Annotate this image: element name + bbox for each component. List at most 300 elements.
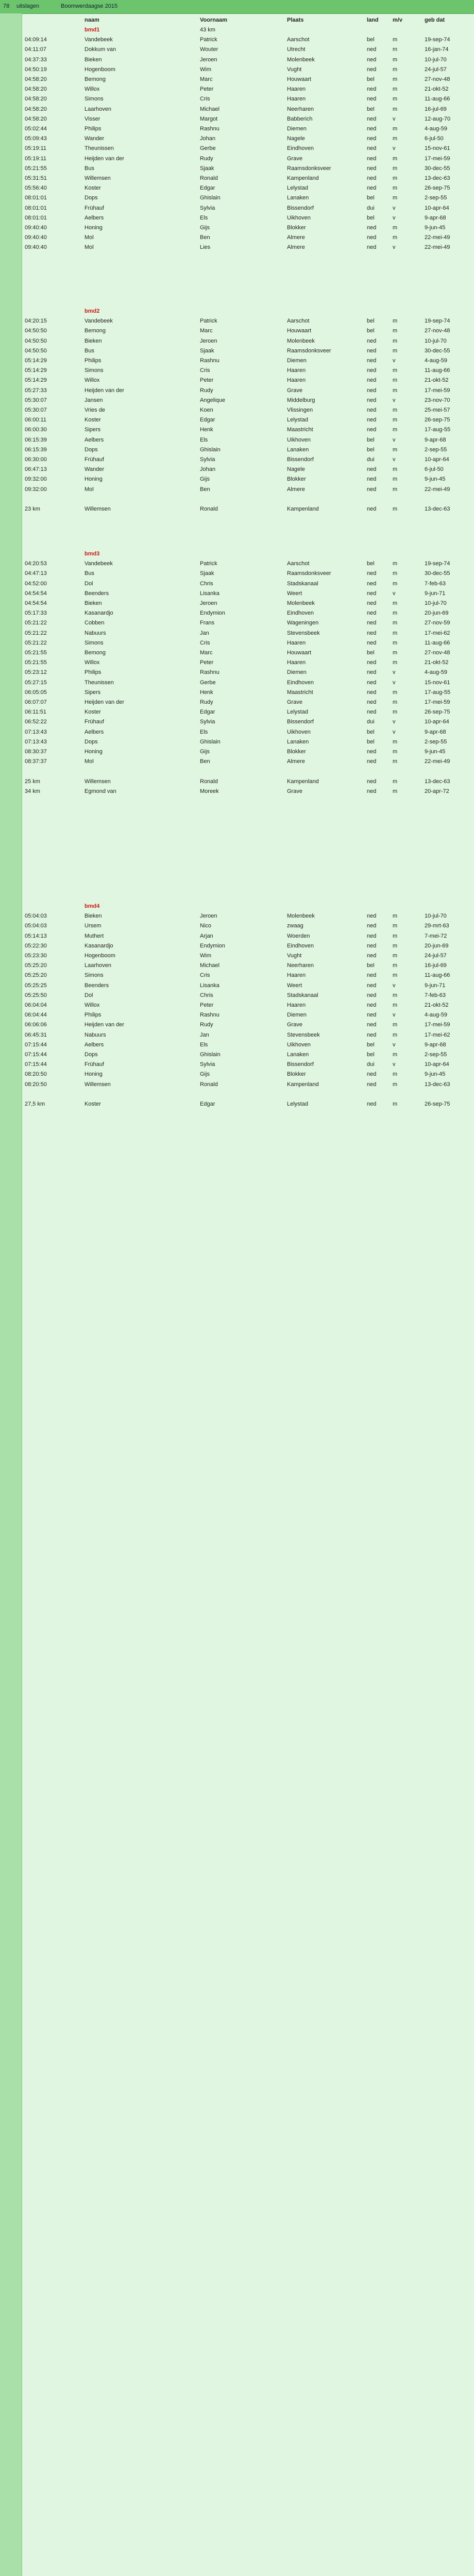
- cell-time: 04:50:19: [25, 66, 47, 73]
- cell-geb-dat: 17-aug-55: [425, 689, 451, 696]
- table-row: [0, 35, 474, 45]
- cell-time: 04:50:50: [25, 347, 47, 354]
- cell-land: ned: [367, 972, 377, 979]
- cell-mv: m: [393, 962, 398, 969]
- category-heading-row: [0, 307, 474, 317]
- cell-plaats: Stevensbeek: [287, 630, 320, 636]
- cell-voornaam: Peter: [200, 377, 214, 384]
- table-row: [0, 445, 474, 455]
- cell-mv: m: [393, 318, 398, 325]
- table-row: [0, 243, 474, 253]
- cell-geb-dat: 7-feb-63: [425, 580, 446, 587]
- cell-geb-dat: 9-apr-68: [425, 1041, 446, 1048]
- cell-voornaam: Marc: [200, 650, 213, 656]
- cell-land: ned: [367, 982, 377, 989]
- cell-mv: m: [393, 175, 398, 181]
- cell-geb-dat: 11-aug-66: [425, 639, 450, 646]
- table-row: [0, 425, 474, 435]
- cell-land: ned: [367, 778, 377, 785]
- cell-plaats: Bissendorf: [287, 1061, 314, 1068]
- cell-land: ned: [367, 234, 377, 241]
- cell-naam: Nabuurs: [84, 1031, 106, 1038]
- cell-land: ned: [367, 1081, 377, 1088]
- cell-time: 06:45:31: [25, 1031, 47, 1038]
- cell-naam: Laarhoven: [84, 106, 111, 112]
- cell-geb-dat: 9-jun-45: [425, 1071, 446, 1078]
- cell-voornaam: Angelique: [200, 397, 225, 403]
- cell-voornaam: Els: [200, 214, 208, 221]
- cell-time: 05:04:03: [25, 923, 47, 929]
- cell-geb-dat: 30-dec-55: [425, 165, 450, 172]
- cell-plaats: Lanaken: [287, 446, 309, 453]
- cell-naam: Philips: [84, 358, 101, 364]
- cell-land: ned: [367, 1022, 377, 1028]
- cell-land: ned: [367, 466, 377, 473]
- cell-plaats: Almere: [287, 244, 305, 251]
- cell-time: 08:20:50: [25, 1071, 47, 1078]
- cell-voornaam: Lisanka: [200, 982, 219, 989]
- cell-voornaam: Sylvia: [200, 456, 215, 463]
- cell-naam: Dops: [84, 1052, 98, 1058]
- table-row: [0, 65, 474, 75]
- cell-time: 27,5 km: [25, 1101, 45, 1107]
- table-row: [0, 678, 474, 688]
- cell-geb-dat: 7-feb-63: [425, 992, 446, 998]
- cell-geb-dat: 10-jul-70: [425, 600, 447, 606]
- cell-naam: Bieken: [84, 913, 102, 920]
- cell-naam: Dops: [84, 195, 98, 201]
- cell-geb-dat: 4-aug-59: [425, 669, 448, 676]
- cell-land: ned: [367, 689, 377, 696]
- cell-land: bel: [367, 76, 375, 82]
- cell-time: 05:23:12: [25, 669, 47, 676]
- cell-plaats: Molenbeek: [287, 913, 315, 920]
- cell-mv: m: [393, 972, 398, 979]
- cell-plaats: Bissendorf: [287, 456, 314, 463]
- cell-land: ned: [367, 367, 377, 374]
- cell-naam: Jansen: [84, 397, 103, 403]
- cell-mv: m: [393, 417, 398, 423]
- cell-voornaam: Sjaak: [200, 570, 214, 577]
- table-row: [0, 599, 474, 609]
- cell-plaats: Uikhoven: [287, 728, 311, 735]
- cell-voornaam: Cris: [200, 96, 210, 103]
- cell-geb-dat: 20-jun-69: [425, 610, 449, 617]
- cell-naam: Bemong: [84, 328, 106, 334]
- cell-naam: Koster: [84, 417, 101, 423]
- cell-mv: m: [393, 689, 398, 696]
- cell-land: ned: [367, 659, 377, 666]
- cell-voornaam: Lisanka: [200, 590, 219, 597]
- cell-voornaam: Ghislain: [200, 195, 221, 201]
- col-mv: m/v: [393, 17, 402, 23]
- cell-mv: m: [393, 225, 398, 231]
- table-row: [0, 193, 474, 204]
- cell-naam: Simons: [84, 972, 104, 979]
- cell-mv: v: [393, 982, 396, 989]
- cell-mv: v: [393, 115, 396, 122]
- cell-geb-dat: 2-sep-55: [425, 446, 447, 453]
- cell-geb-dat: 27-nov-48: [425, 328, 450, 334]
- cell-voornaam: Marc: [200, 76, 213, 82]
- cell-mv: v: [393, 1012, 396, 1019]
- cell-geb-dat: 17-mei-59: [425, 699, 450, 705]
- cell-mv: m: [393, 1081, 398, 1088]
- cell-voornaam: Rashnu: [200, 126, 219, 132]
- cell-voornaam: Frans: [200, 620, 215, 626]
- cell-voornaam: Gijs: [200, 749, 210, 755]
- cell-geb-dat: 4-aug-59: [425, 126, 448, 132]
- cell-mv: v: [393, 456, 396, 463]
- cell-time: 07:13:43: [25, 728, 47, 735]
- cell-geb-dat: 30-dec-55: [425, 570, 450, 577]
- cell-time: 05:21:22: [25, 639, 47, 646]
- cell-mv: m: [393, 66, 398, 73]
- cell-geb-dat: 22-mei-49: [425, 758, 450, 765]
- cell-time: 23 km: [25, 506, 40, 512]
- cell-plaats: Stadskanaal: [287, 992, 318, 998]
- cell-geb-dat: 13-dec-63: [425, 175, 450, 181]
- cell-mv: m: [393, 561, 398, 567]
- table-row: [0, 114, 474, 125]
- cell-voornaam: Johan: [200, 135, 215, 142]
- cell-land: ned: [367, 610, 377, 617]
- table-row: [0, 1040, 474, 1050]
- partial-distance-row: [0, 777, 474, 787]
- table-row: [0, 1060, 474, 1070]
- cell-voornaam: Ghislain: [200, 446, 221, 453]
- cell-time: 06:04:44: [25, 1012, 47, 1019]
- cell-plaats: Haaren: [287, 86, 306, 93]
- category-heading-row: [0, 549, 474, 560]
- cell-naam: Vandebeek: [84, 561, 113, 567]
- cell-land: ned: [367, 126, 377, 132]
- cell-mv: m: [393, 446, 398, 453]
- cell-land: bel: [367, 1041, 375, 1048]
- cell-plaats: Haaren: [287, 659, 306, 666]
- cell-geb-dat: 10-apr-64: [425, 456, 449, 463]
- table-row: [0, 727, 474, 738]
- cell-naam: Aelbers: [84, 728, 104, 735]
- cell-plaats: Eindhoven: [287, 679, 314, 686]
- cell-land: ned: [367, 923, 377, 929]
- cell-time: 06:52:22: [25, 719, 47, 725]
- cell-plaats: Raamsdonksveer: [287, 165, 331, 172]
- cell-naam: Nabuurs: [84, 630, 106, 636]
- sheet-tab-label[interactable]: uitslagen: [16, 3, 40, 9]
- cell-naam: Bieken: [84, 337, 102, 344]
- cell-voornaam: Gijs: [200, 1071, 210, 1078]
- cell-plaats: Haaren: [287, 96, 306, 103]
- table-row: [0, 648, 474, 658]
- cell-plaats: Bissendorf: [287, 205, 314, 211]
- cell-mv: m: [393, 234, 398, 241]
- cell-mv: m: [393, 466, 398, 473]
- table-row: [0, 981, 474, 991]
- cell-land: ned: [367, 590, 377, 597]
- cell-naam: Frühauf: [84, 719, 104, 725]
- table-row: [0, 717, 474, 727]
- table-row: [0, 144, 474, 154]
- cell-time: 08:37:37: [25, 758, 47, 765]
- cell-plaats: Blokker: [287, 476, 306, 483]
- table-row: [0, 931, 474, 942]
- cell-naam: Mol: [84, 486, 94, 493]
- cell-geb-dat: 15-nov-61: [425, 679, 450, 686]
- cell-plaats: Lelystad: [287, 417, 308, 423]
- cell-time: 05:21:55: [25, 659, 47, 666]
- cell-voornaam: Koen: [200, 407, 213, 413]
- cell-naam: Laarhoven: [84, 962, 111, 969]
- cell-plaats: Nagele: [287, 135, 305, 142]
- cell-land: ned: [367, 942, 377, 949]
- cell-naam: Heijden van der: [84, 699, 125, 705]
- cell-land: bel: [367, 962, 375, 969]
- cell-voornaam: Ghislain: [200, 738, 221, 745]
- cell-time: 07:13:43: [25, 738, 47, 745]
- cell-plaats: Stevensbeek: [287, 1031, 320, 1038]
- col-geb-dat: geb dat: [425, 17, 445, 23]
- cell-geb-dat: 9-jun-71: [425, 590, 446, 597]
- cell-voornaam: Lies: [200, 244, 211, 251]
- cell-voornaam: Gerbe: [200, 679, 216, 686]
- table-row: [0, 951, 474, 961]
- table-row: [0, 134, 474, 144]
- cell-land: ned: [367, 749, 377, 755]
- cell-naam: Frühauf: [84, 456, 104, 463]
- cell-mv: m: [393, 337, 398, 344]
- cell-land: ned: [367, 347, 377, 354]
- cell-time: 05:21:55: [25, 650, 47, 656]
- cell-plaats: Stadskanaal: [287, 580, 318, 587]
- cell-land: ned: [367, 175, 377, 181]
- cell-geb-dat: 11-aug-66: [425, 972, 450, 979]
- cell-naam: Muthert: [84, 933, 104, 939]
- cell-time: 04:58:20: [25, 115, 47, 122]
- cell-voornaam: Endymion: [200, 610, 225, 617]
- table-row: [0, 747, 474, 757]
- cell-time: 04:09:14: [25, 37, 47, 43]
- table-row: [0, 94, 474, 105]
- cell-land: ned: [367, 788, 377, 794]
- cell-time: 05:14:29: [25, 377, 47, 384]
- table-row: [0, 579, 474, 589]
- table-row: [0, 569, 474, 579]
- cell-time: 05:23:30: [25, 953, 47, 959]
- cell-geb-dat: 26-sep-75: [425, 709, 450, 716]
- cell-voornaam: Ben: [200, 486, 210, 493]
- cell-mv: m: [393, 1101, 398, 1107]
- cell-mv: m: [393, 659, 398, 666]
- cell-naam: Aelbers: [84, 214, 104, 221]
- cell-naam: Hogenboom: [84, 953, 115, 959]
- cell-voornaam: Els: [200, 1041, 208, 1048]
- cell-geb-dat: 22-mei-49: [425, 234, 450, 241]
- table-row: [0, 415, 474, 426]
- cell-geb-dat: 6-jul-50: [425, 466, 444, 473]
- cell-plaats: Lanaken: [287, 195, 309, 201]
- cell-land: ned: [367, 115, 377, 122]
- cell-time: 08:30:37: [25, 749, 47, 755]
- cell-time: 06:30:00: [25, 456, 47, 463]
- cell-geb-dat: 19-sep-74: [425, 37, 450, 43]
- cell-time: 05:14:29: [25, 358, 47, 364]
- cell-land: ned: [367, 397, 377, 403]
- cell-plaats: Haaren: [287, 377, 306, 384]
- cell-naam: Visser: [84, 115, 100, 122]
- cell-plaats: Aarschot: [287, 318, 310, 325]
- cell-time: 09:32:00: [25, 476, 47, 483]
- cell-geb-dat: 17-aug-55: [425, 427, 451, 433]
- cell-time: 05:21:55: [25, 165, 47, 172]
- cell-land: ned: [367, 377, 377, 384]
- cell-naam: Frühauf: [84, 205, 104, 211]
- cell-voornaam: Sjaak: [200, 347, 214, 354]
- cell-geb-dat: 16-jan-74: [425, 46, 449, 53]
- cell-voornaam: Patrick: [200, 318, 217, 325]
- cell-geb-dat: 10-apr-64: [425, 719, 449, 725]
- cell-plaats: Blokker: [287, 225, 306, 231]
- cell-time: 04:50:50: [25, 337, 47, 344]
- cell-mv: v: [393, 719, 396, 725]
- cell-plaats: Haaren: [287, 639, 306, 646]
- cell-geb-dat: 17-mei-62: [425, 1031, 450, 1038]
- table-row: [0, 618, 474, 629]
- cell-naam: Vries de: [84, 407, 105, 413]
- cell-geb-dat: 10-jul-70: [425, 913, 447, 920]
- table-row: [0, 757, 474, 767]
- cell-land: ned: [367, 476, 377, 483]
- cell-mv: v: [393, 436, 396, 443]
- cell-mv: m: [393, 570, 398, 577]
- cell-voornaam: Cris: [200, 639, 210, 646]
- cell-voornaam: Johan: [200, 466, 215, 473]
- cell-time: 05:19:11: [25, 155, 47, 162]
- cell-voornaam: Jan: [200, 1031, 209, 1038]
- cell-mv: m: [393, 953, 398, 959]
- cell-land: ned: [367, 699, 377, 705]
- cell-land: dui: [367, 719, 375, 725]
- table-row: [0, 376, 474, 386]
- cell-plaats: Lelystad: [287, 1101, 308, 1107]
- cell-plaats: Neerharen: [287, 106, 314, 112]
- cell-plaats: Lelystad: [287, 185, 308, 192]
- cell-naam: Honing: [84, 749, 103, 755]
- cell-time: 06:00:11: [25, 417, 47, 423]
- cell-naam: Frühauf: [84, 1061, 104, 1068]
- cell-plaats: Lelystad: [287, 709, 308, 716]
- cell-geb-dat: 2-sep-55: [425, 738, 447, 745]
- cell-plaats: Nagele: [287, 466, 305, 473]
- table-row: [0, 164, 474, 174]
- cell-voornaam: Sylvia: [200, 205, 215, 211]
- cell-land: bel: [367, 106, 375, 112]
- cell-mv: m: [393, 923, 398, 929]
- cell-land: bel: [367, 195, 375, 201]
- cell-mv: m: [393, 620, 398, 626]
- cell-naam: Honing: [84, 476, 103, 483]
- table-row: [0, 971, 474, 981]
- category-distance: 43 km: [200, 27, 215, 33]
- table-row: [0, 638, 474, 649]
- cell-plaats: Haaren: [287, 1002, 306, 1008]
- cell-voornaam: Endymion: [200, 942, 225, 949]
- cell-naam: Dokkum van: [84, 46, 116, 53]
- cell-plaats: zwaag: [287, 923, 303, 929]
- cell-time: 04:58:20: [25, 96, 47, 103]
- cell-mv: m: [393, 749, 398, 755]
- cell-land: ned: [367, 145, 377, 152]
- cell-geb-dat: 26-sep-75: [425, 1101, 450, 1107]
- cell-naam: Philips: [84, 1012, 101, 1019]
- cell-mv: v: [393, 397, 396, 403]
- table-row: [0, 1010, 474, 1021]
- cell-land: ned: [367, 407, 377, 413]
- cell-geb-dat: 17-mei-59: [425, 155, 450, 162]
- cell-plaats: Houwaart: [287, 328, 312, 334]
- cell-geb-dat: 21-okt-52: [425, 86, 449, 93]
- cell-voornaam: Gerbe: [200, 145, 216, 152]
- cell-mv: m: [393, 155, 398, 162]
- cell-mv: v: [393, 728, 396, 735]
- cell-voornaam: Marc: [200, 328, 213, 334]
- cell-naam: Dops: [84, 446, 98, 453]
- cell-voornaam: Michael: [200, 962, 219, 969]
- col-plaats: Plaats: [287, 17, 304, 23]
- table-row: [0, 629, 474, 639]
- table-row: [0, 658, 474, 668]
- cell-time: 04:37:33: [25, 56, 47, 63]
- cell-time: 04:47:13: [25, 570, 47, 577]
- table-row: [0, 961, 474, 971]
- cell-time: 05:21:22: [25, 620, 47, 626]
- cell-land: bel: [367, 738, 375, 745]
- cell-naam: Aelbers: [84, 436, 104, 443]
- cell-time: 05:25:20: [25, 972, 47, 979]
- cell-plaats: Kampenland: [287, 506, 319, 512]
- cell-geb-dat: 27-nov-48: [425, 76, 450, 82]
- cell-naam: Willox: [84, 1002, 100, 1008]
- cell-mv: v: [393, 205, 396, 211]
- cell-land: ned: [367, 758, 377, 765]
- cell-time: 04:50:50: [25, 328, 47, 334]
- cell-naam: Kasanardjo: [84, 942, 113, 949]
- cell-voornaam: Peter: [200, 1002, 214, 1008]
- cell-geb-dat: 13-dec-63: [425, 1081, 450, 1088]
- cell-plaats: Babberich: [287, 115, 313, 122]
- cell-time: 05:22:30: [25, 942, 47, 949]
- table-row: [0, 356, 474, 366]
- cell-voornaam: Moreek: [200, 788, 219, 794]
- cell-geb-dat: 9-jun-45: [425, 225, 446, 231]
- cell-plaats: Raamsdonksveer: [287, 570, 331, 577]
- cell-time: 08:01:01: [25, 205, 47, 211]
- table-row: [0, 589, 474, 599]
- cell-geb-dat: 9-apr-68: [425, 436, 446, 443]
- cell-geb-dat: 2-sep-55: [425, 195, 447, 201]
- cell-mv: m: [393, 165, 398, 172]
- cell-plaats: Bissendorf: [287, 719, 314, 725]
- table-row: [0, 84, 474, 95]
- cell-voornaam: Cris: [200, 367, 210, 374]
- cell-naam: Honing: [84, 225, 103, 231]
- cell-voornaam: Edgar: [200, 1101, 215, 1107]
- partial-distance-row: [0, 787, 474, 797]
- cell-naam: Bieken: [84, 56, 102, 63]
- cell-mv: v: [393, 669, 396, 676]
- table-row: [0, 346, 474, 357]
- cell-mv: m: [393, 37, 398, 43]
